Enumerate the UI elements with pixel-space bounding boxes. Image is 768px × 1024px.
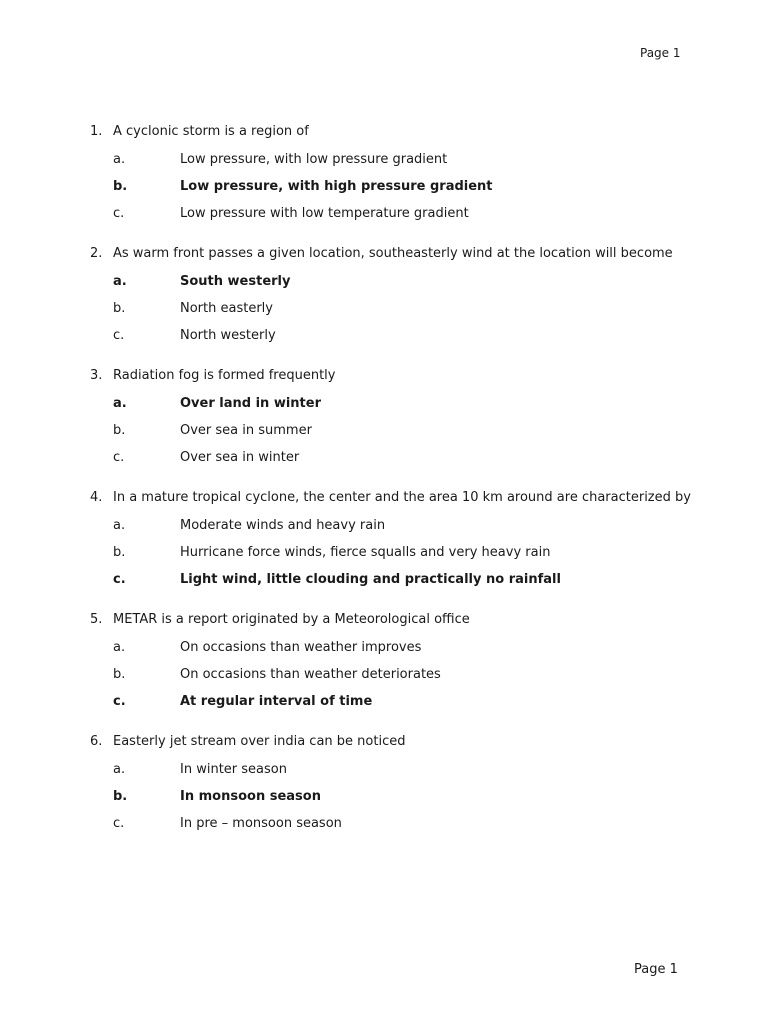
question-text: Easterly jet stream over india can be noticed: [113, 734, 406, 749]
question-item: [90, 611, 730, 710]
option-text: South westerly: [180, 274, 291, 289]
option-text: Over land in winter: [180, 396, 321, 411]
option-letter: a.: [113, 152, 126, 167]
option-item: [90, 205, 730, 222]
option-text: Low pressure with low temperature gradient: [180, 206, 469, 221]
option-letter: c.: [113, 206, 125, 221]
option-text: Hurricane force winds, fierce squalls and very heavy rain: [180, 545, 551, 560]
question-number: 1.: [90, 124, 103, 139]
option-item: [90, 517, 730, 534]
option-item: [90, 544, 730, 561]
question-stem: [90, 123, 730, 140]
page-header-label: Page 1: [640, 46, 681, 60]
option-letter: b.: [113, 301, 126, 316]
option-letter: c.: [113, 816, 125, 831]
option-letter: a.: [113, 396, 127, 411]
option-text: On occasions than weather deteriorates: [180, 667, 441, 682]
option-text: In winter season: [180, 762, 287, 777]
option-letter: a.: [113, 274, 127, 289]
question-number: 6.: [90, 734, 103, 749]
correct-option: [90, 788, 730, 805]
page-footer-label: Page 1: [634, 962, 678, 977]
option-text: Over sea in winter: [180, 450, 300, 465]
option-item: [90, 666, 730, 683]
question-item: [90, 367, 730, 466]
question-stem: [90, 489, 730, 506]
option-item: [90, 151, 730, 168]
question-stem: [90, 611, 730, 628]
question-stem: [90, 367, 730, 384]
option-item: [90, 327, 730, 344]
question-item: [90, 245, 730, 344]
option-list: [90, 395, 730, 466]
option-text: Low pressure, with high pressure gradient: [180, 179, 493, 194]
option-list: [90, 761, 730, 832]
option-letter: a.: [113, 762, 126, 777]
option-text: Light wind, little clouding and practically no rainfall: [180, 572, 561, 587]
option-letter: c.: [113, 572, 126, 587]
option-text: Low pressure, with low pressure gradient: [180, 152, 448, 167]
option-list: [90, 517, 730, 588]
question-item: [90, 489, 730, 588]
option-list: [90, 639, 730, 710]
option-letter: b.: [113, 667, 126, 682]
option-letter: c.: [113, 450, 125, 465]
option-item: [90, 639, 730, 656]
option-letter: b.: [113, 545, 126, 560]
option-text: In monsoon season: [180, 789, 321, 804]
correct-option: [90, 693, 730, 710]
question-text: METAR is a report originated by a Meteorological office: [113, 612, 470, 627]
option-item: [90, 761, 730, 778]
question-text: In a mature tropical cyclone, the center and the area 10 km around are characterized by: [113, 490, 691, 505]
question-number: 3.: [90, 368, 103, 383]
correct-option: [90, 178, 730, 195]
option-letter: b.: [113, 179, 128, 194]
option-list: [90, 273, 730, 344]
option-letter: c.: [113, 694, 126, 709]
option-text: North westerly: [180, 328, 276, 343]
question-item: [90, 733, 730, 832]
option-text: Moderate winds and heavy rain: [180, 518, 386, 533]
question-number: 2.: [90, 246, 103, 261]
option-item: [90, 449, 730, 466]
question-stem: [90, 733, 730, 750]
question-number: 4.: [90, 490, 103, 505]
question-stem: [90, 245, 730, 262]
option-letter: b.: [113, 423, 126, 438]
option-letter: a.: [113, 518, 126, 533]
option-text: At regular interval of time: [180, 694, 373, 709]
option-letter: c.: [113, 328, 125, 343]
option-text: In pre – monsoon season: [180, 816, 342, 831]
correct-option: [90, 395, 730, 412]
option-item: [90, 815, 730, 832]
option-letter: a.: [113, 640, 126, 655]
option-list: [90, 151, 730, 222]
question-number: 5.: [90, 612, 103, 627]
correct-option: [90, 571, 730, 588]
option-item: [90, 422, 730, 439]
option-text: North easterly: [180, 301, 273, 316]
question-list: [90, 123, 730, 855]
option-item: [90, 300, 730, 317]
option-text: Over sea in summer: [180, 423, 312, 438]
question-text: As warm front passes a given location, southeasterly wind at the location will become: [113, 246, 673, 261]
question-item: [90, 123, 730, 222]
option-letter: b.: [113, 789, 128, 804]
question-text: Radiation fog is formed frequently: [113, 368, 336, 383]
correct-option: [90, 273, 730, 290]
question-text: A cyclonic storm is a region of: [113, 124, 309, 139]
option-text: On occasions than weather improves: [180, 640, 422, 655]
